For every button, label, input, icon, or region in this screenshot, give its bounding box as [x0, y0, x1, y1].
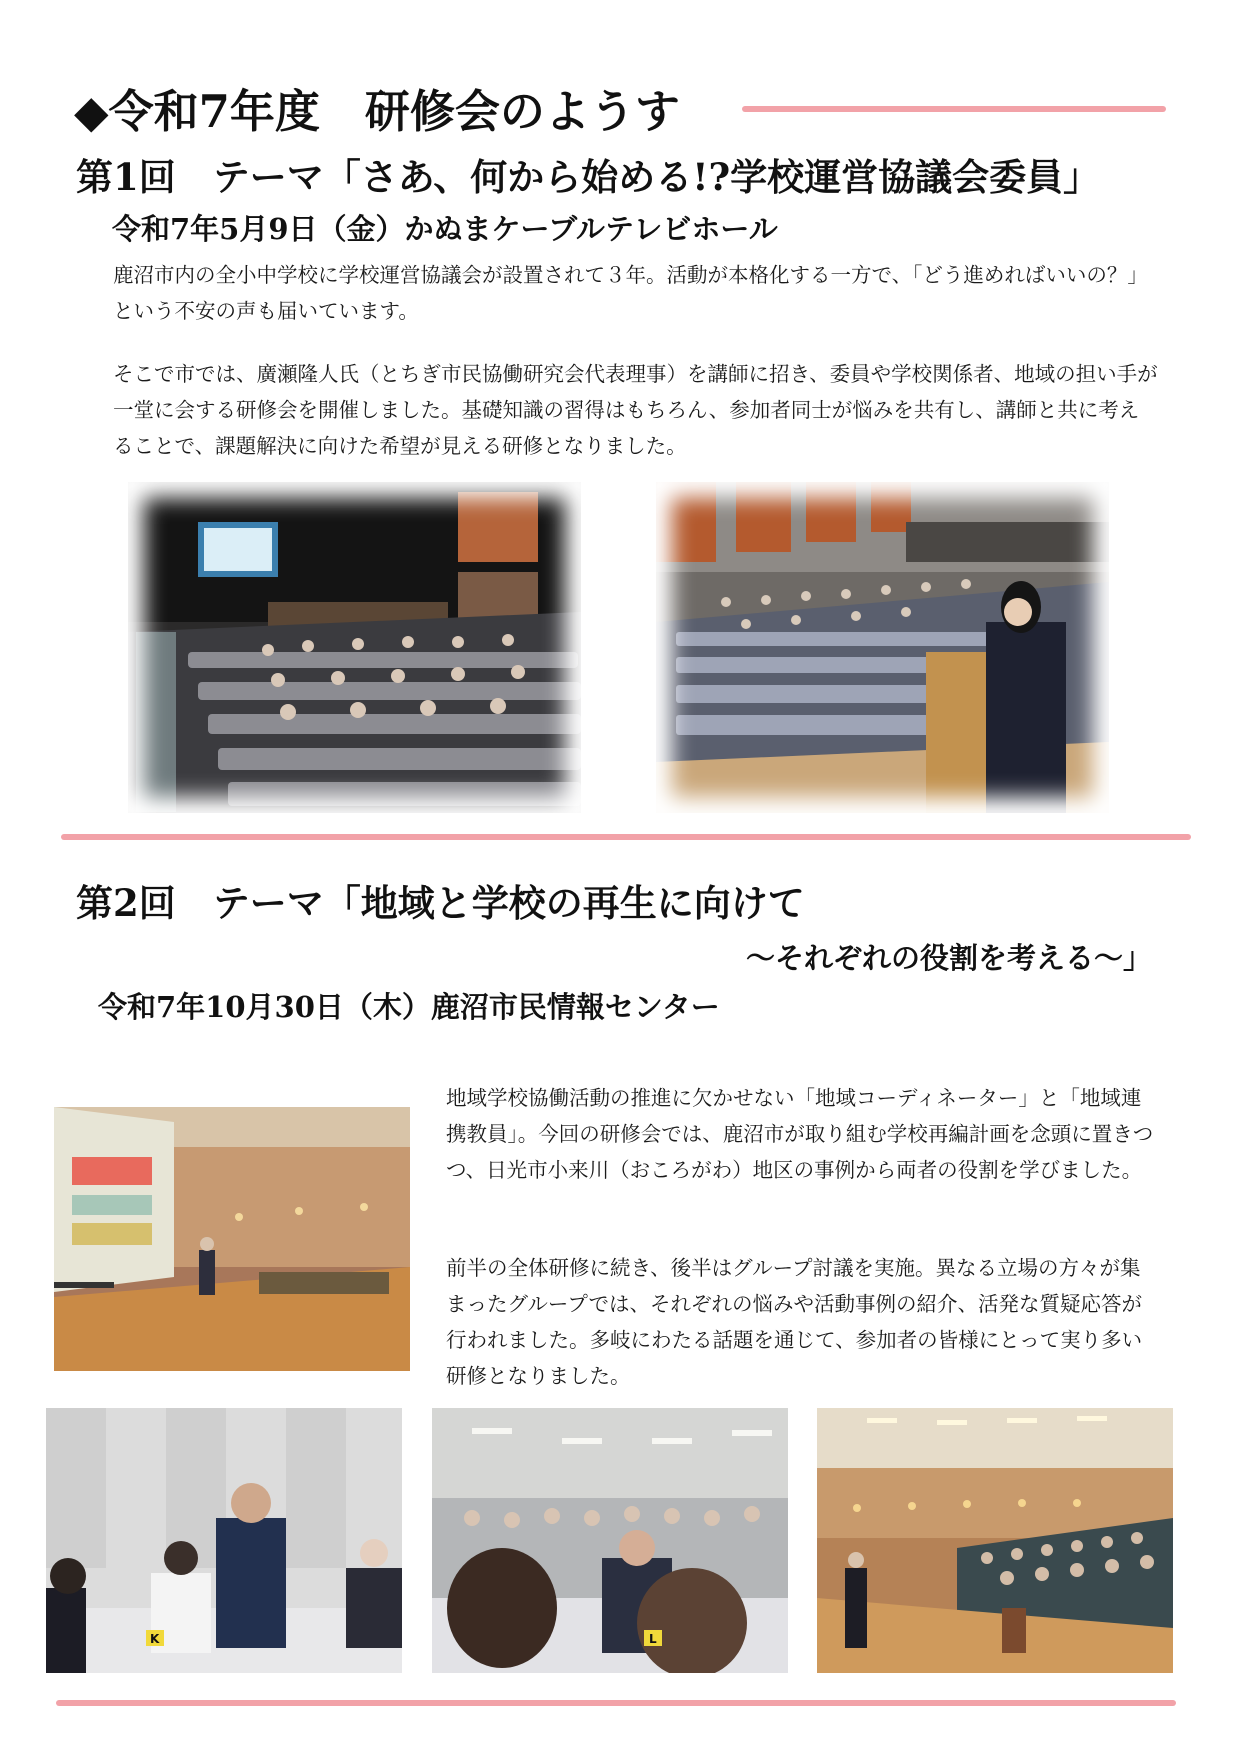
session2-paragraph-1: 地域学校協働活動の推進に欠かせない「地域コーディネーター」と「地域連携教員」。今回の研修会では、鹿沼市が取り組む学校再編計画を念頭に置きつつ、日光市小来川（おころがわ）地区の事例から両者の役割を学びました。 — [446, 1086, 1154, 1182]
session2-date-venue: 令和7年10月30日（木）鹿沼市民情報センター — [98, 990, 720, 1024]
session2-paragraph-2: 前半の全体研修に続き、後半はグループ討議を実施。異なる立場の方々が集まったグループでは、それぞれの悩みや活動事例の紹介、活発な質疑応答が行われました。多岐にわたる話題を通じて、参加者の皆様にとって実り多い研修となりました。 — [446, 1256, 1143, 1388]
session1-date-venue: 令和7年5月9日（金）かぬまケーブルテレビホール — [112, 212, 778, 246]
lecture-with-slides-photo — [54, 1107, 410, 1371]
diamond-marker: ◆ — [74, 85, 109, 138]
auditorium-audience-photo — [128, 482, 581, 813]
session1-paragraph-1: 鹿沼市内の全小中学校に学校運営協議会が設置されて３年。活動が本格化する一方で、「どう進めればいいの？」という不安の声も届いています。 — [113, 263, 1148, 323]
session1-heading: 第1回 テーマ「さあ、何から始める!?学校運営協議会委員」 — [76, 155, 1101, 199]
page-title — [74, 86, 680, 138]
session2-heading: 第2回 テーマ「地域と学校の再生に向けて — [76, 881, 805, 925]
section-divider-2 — [56, 1700, 1176, 1706]
table-sign-k-text: K — [150, 1632, 160, 1646]
title-underline — [742, 106, 1166, 112]
speaker-at-podium-photo — [656, 482, 1109, 813]
hall-audience-photo — [817, 1408, 1173, 1673]
section-divider-1 — [61, 834, 1191, 840]
group-discussion-photo — [432, 1408, 788, 1673]
participant-speaking-photo — [46, 1408, 402, 1673]
table-sign-l-text: L — [649, 1632, 657, 1646]
session2-subheading: ～それぞれの役割を考える～」 — [746, 941, 1153, 975]
session1-paragraph-2: そこで市では、廣瀬隆人氏（とちぎ市民協働研究会代表理事）を講師に招き、委員や学校関係者、地域の担い手が一堂に会する研修会を開催しました。基礎知識の習得はもちろん、参加者同士が悩みを共有し、講師と共に考えることで、課題解決に向けた希望が見える研修となりました。 — [113, 362, 1158, 458]
page-title-text: 令和7年度 研修会のようす — [108, 85, 680, 138]
